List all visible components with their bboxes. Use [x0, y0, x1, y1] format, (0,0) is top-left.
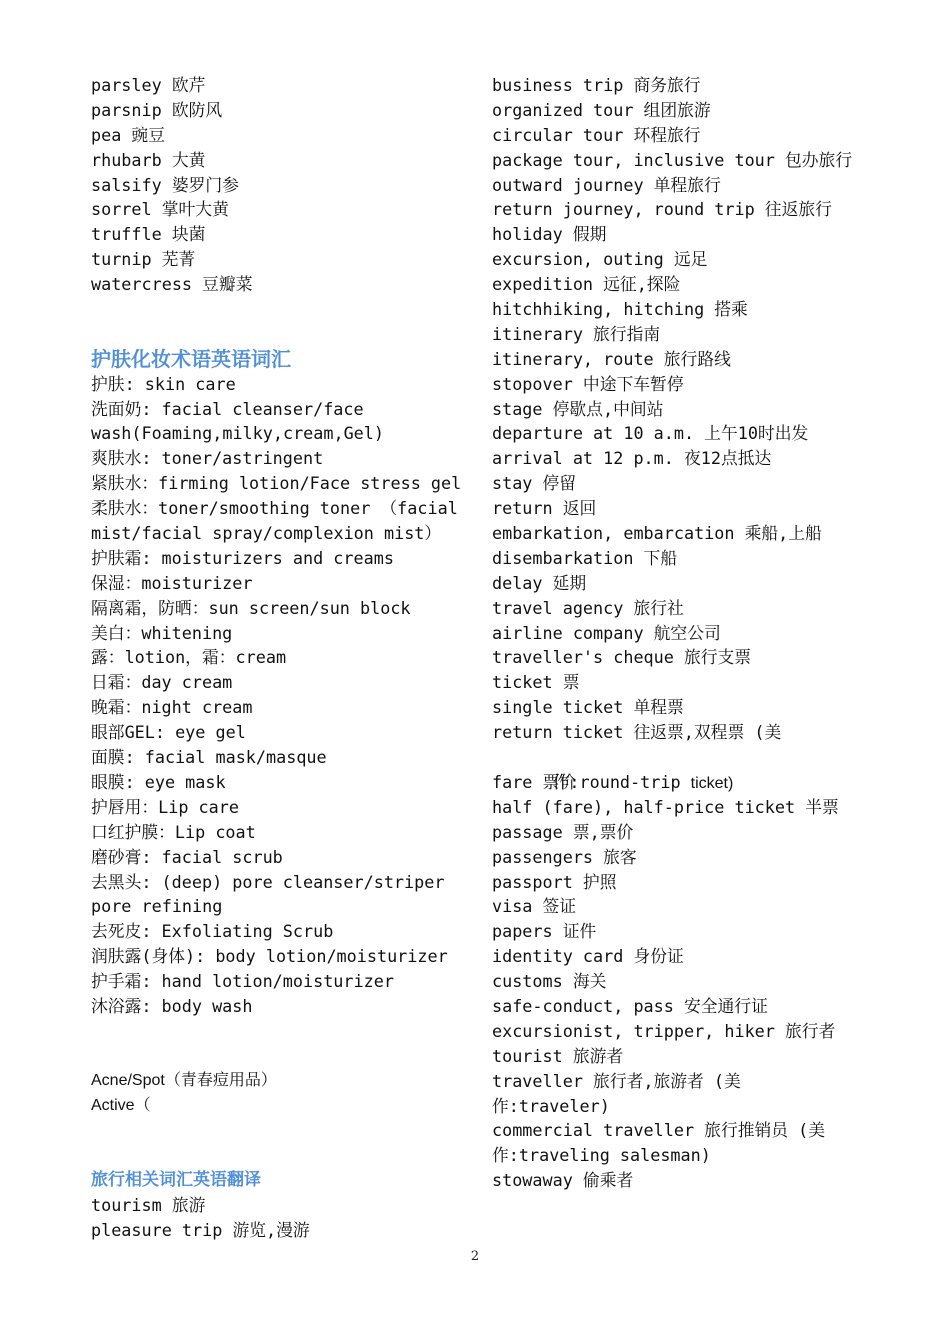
list-item: excursionist, tripper, hiker 旅行者 [492, 1020, 836, 1041]
roundtrip-suffix: ticket) [690, 774, 734, 792]
list-item: arrival at 12 p.m. 夜12点抵达 [492, 448, 772, 469]
list-item: 晚霜：night cream [91, 697, 253, 718]
list-item: 眼膜: eye mask [91, 771, 226, 792]
list-item: disembarkation 下船 [492, 547, 678, 568]
list-item: stay 停留 [492, 473, 577, 494]
left-column [91, 73, 461, 1243]
list-item: pleasure trip 游览,漫游 [91, 1219, 310, 1240]
list-item: excursion, outing 远足 [492, 249, 708, 270]
list-item: return journey, round trip 往返旅行 [492, 199, 832, 220]
list-item: pore refining [91, 896, 223, 917]
list-item: itinerary, route 旅行路线 [492, 348, 731, 369]
list-item: 隔离霜，防晒：sun screen/sun block [91, 597, 411, 618]
list-item: tourist 旅游者 [492, 1045, 624, 1066]
spacer [91, 322, 461, 347]
list-item: 护肤霜: moisturizers and creams [91, 547, 394, 568]
list-item: half (fare), half-price ticket 半票 [492, 796, 839, 817]
list-item: customs 海关 [492, 971, 607, 992]
list-item: 美白：whitening [91, 622, 233, 643]
travel-heading: 旅行相关词汇英语翻译 [91, 1170, 261, 1191]
list-item: holiday 假期 [492, 224, 607, 245]
list-item: business trip 商务旅行 [492, 75, 701, 95]
list-item: return 返回 [492, 498, 597, 519]
list-item: circular tour 环程旅行 [492, 124, 701, 145]
spacer [91, 297, 461, 322]
list-item: organized tour 组团旅游 [492, 99, 711, 120]
list-item: 爽肤水: toner/astringent [91, 448, 324, 469]
roundtrip-prefix: 作:round-trip [552, 771, 691, 792]
list-item: passengers 旅客 [492, 846, 637, 867]
list-item: 去死皮: Exfoliating Scrub [91, 921, 334, 942]
list-item: identity card 身份证 [492, 946, 684, 967]
list-item: 口红护膜：Lip coat [91, 821, 256, 842]
list-item: 作:traveler) [492, 1095, 610, 1116]
travel-list [492, 73, 864, 1193]
list-item: 眼部GEL: eye gel [91, 722, 246, 743]
list-item: tourism 旅游 [91, 1195, 206, 1216]
list-item: ticket 票 [492, 672, 580, 693]
list-item: passport 护照 [492, 871, 617, 892]
list-item: 露：lotion，霜：cream [91, 647, 287, 668]
list-item: mist/facial spray/complexion mist） [91, 523, 442, 544]
list-item: departure at 10 a.m. 上午10时出发 [492, 423, 809, 444]
page-number: 2 [470, 1249, 480, 1264]
list-item: delay 延期 [492, 572, 587, 593]
list-item: parsley 欧芹 [91, 75, 206, 95]
right-column [492, 73, 864, 1193]
list-item: rhubarb 大黄 [91, 149, 206, 170]
list-item: outward journey 单程旅行 [492, 174, 721, 195]
list-item: 洗面奶: facial cleanser/face [91, 398, 364, 419]
list-item: return ticket 往返票,双程票 (美 [492, 722, 782, 743]
list-item: sorrel 掌叶大黄 [91, 199, 229, 220]
list-item: salsify 婆罗门参 [91, 174, 239, 195]
spacer [91, 1019, 461, 1044]
list-item: 保湿：moisturizer [91, 572, 253, 593]
list-item: 润肤露(身体): body lotion/moisturizer [91, 946, 448, 967]
spacer [91, 1118, 461, 1143]
list-item: 柔肤水：toner/smoothing toner （facial [91, 498, 458, 519]
list-item: 磨砂膏: facial scrub [91, 846, 283, 867]
list-item: itinerary 旅行指南 [492, 323, 661, 344]
list-item: truffle 块菌 [91, 224, 206, 245]
list-item: fare 票价 [492, 771, 577, 792]
list-item: expedition 远征,探险 [492, 274, 681, 295]
list-item: 紧肤水：firming lotion/Face stress gel [91, 473, 462, 494]
list-item: 沐浴露: body wash [91, 995, 253, 1016]
list-item: papers 证件 [492, 921, 597, 942]
list-item: watercress 豆瓣菜 [91, 274, 253, 295]
list-item: embarkation, embarcation 乘船,上船 [492, 523, 822, 544]
list-item: 作:traveling salesman) [492, 1145, 711, 1166]
list-item: traveller 旅行者,旅游者 (美 [492, 1070, 741, 1091]
list-item: 去黑头: (deep) pore cleanser/striper [91, 871, 445, 892]
list-item: travel agency 旅行社 [492, 597, 684, 618]
list-item: airline company 航空公司 [492, 622, 721, 643]
skincare-heading: 护肤化妆术语英语词汇 [91, 346, 291, 371]
list-item: visa 签证 [492, 896, 577, 917]
list-item: wash(Foaming,milky,cream,Gel) [91, 423, 384, 444]
list-item: single ticket 单程票 [492, 697, 684, 718]
skincare-list [91, 372, 461, 1019]
list-item: pea 豌豆 [91, 124, 165, 145]
active-line: Active（ [91, 1096, 151, 1114]
list-item: stopover 中途下车暂停 [492, 373, 684, 394]
acne-line: Acne/Spot（青春痘用品） [91, 1071, 277, 1089]
vegetable-list [91, 73, 461, 297]
list-item: 日霜：day cream [91, 672, 233, 693]
list-item: passage 票,票价 [492, 821, 634, 842]
list-item: parsnip 欧防风 [91, 99, 223, 120]
list-item: 护肤: skin care [91, 373, 236, 394]
list-item: package tour, inclusive tour 包办旅行 [492, 149, 853, 170]
list-item: 护手霜: hand lotion/moisturizer [91, 971, 394, 992]
list-item: hitchhiking, hitching 搭乘 [492, 299, 748, 320]
spacer [91, 1044, 461, 1069]
list-item: 面膜: facial mask/masque [91, 747, 327, 768]
list-item: safe-conduct, pass 安全通行证 [492, 995, 768, 1016]
list-item: stowaway 偷乘者 [492, 1170, 634, 1191]
list-item: 护唇用：Lip care [91, 796, 239, 817]
list-item: stage 停歇点,中间站 [492, 398, 664, 419]
list-item: turnip 芜菁 [91, 249, 196, 270]
list-item: commercial traveller 旅行推销员 (美 [492, 1120, 826, 1141]
spacer [91, 1143, 461, 1168]
list-item: traveller's cheque 旅行支票 [492, 647, 752, 668]
